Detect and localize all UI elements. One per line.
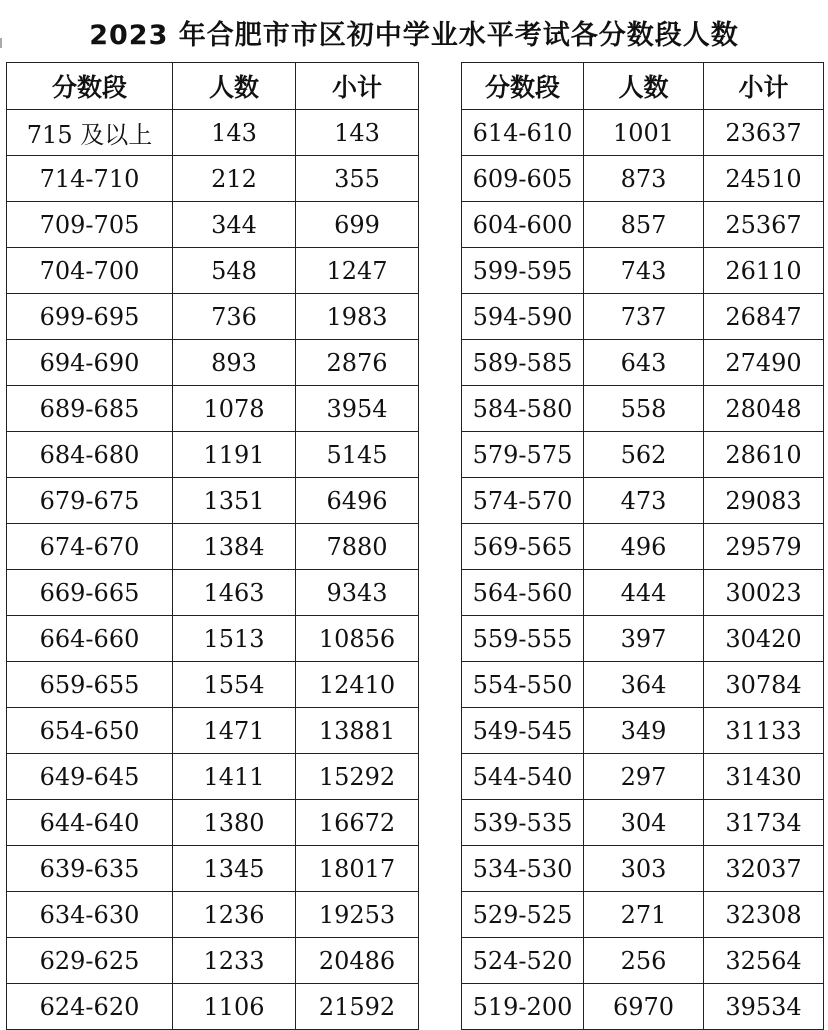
cell-range: 539-535 [462,800,584,846]
cell-subtotal: 23637 [704,110,824,156]
table-row [462,570,824,616]
cell-subtotal: 26110 [704,248,824,294]
table-row [7,524,419,570]
table-row [7,110,419,156]
cell-range: 714-710 [7,156,173,202]
page-title: 2023 年合肥市市区初中学业水平考试各分数段人数 [89,20,739,51]
cell-subtotal: 31734 [704,800,824,846]
cell-count: 1384 [173,524,296,570]
cell-count: 304 [584,800,704,846]
cell-subtotal: 1247 [296,248,419,294]
cell-subtotal: 24510 [704,156,824,202]
cell-count: 893 [173,340,296,386]
table-row [462,294,824,340]
table-row [7,156,419,202]
cell-subtotal: 5145 [296,432,419,478]
score-table-right [461,62,824,1030]
edge-mark [0,38,6,48]
cell-subtotal: 18017 [296,846,419,892]
cell-range: 574-570 [462,478,584,524]
cell-count: 558 [584,386,704,432]
cell-count: 643 [584,340,704,386]
table-row [7,754,419,800]
cell-subtotal: 32037 [704,846,824,892]
cell-range: 524-520 [462,938,584,984]
cell-count: 743 [584,248,704,294]
header-count: 人数 [584,63,704,110]
cell-count: 143 [173,110,296,156]
cell-subtotal: 27490 [704,340,824,386]
table-row [7,938,419,984]
table-row [462,938,824,984]
cell-range: 569-565 [462,524,584,570]
cell-range: 534-530 [462,846,584,892]
table-header-row [7,63,419,110]
cell-count: 1345 [173,846,296,892]
cell-range: 674-670 [7,524,173,570]
table-row [462,754,824,800]
table-row [7,708,419,754]
cell-range: 614-610 [462,110,584,156]
table-row [462,524,824,570]
cell-count: 349 [584,708,704,754]
table-row [462,846,824,892]
table-row [7,478,419,524]
cell-count: 1106 [173,984,296,1030]
cell-subtotal: 25367 [704,202,824,248]
table-row [7,432,419,478]
cell-range: 529-525 [462,892,584,938]
table-row [7,662,419,708]
cell-subtotal: 12410 [296,662,419,708]
cell-range: 669-665 [7,570,173,616]
score-table-left-body [7,110,419,1030]
cell-range: 584-580 [462,386,584,432]
header-range: 分数段 [462,63,584,110]
cell-subtotal: 28610 [704,432,824,478]
cell-count: 473 [584,478,704,524]
cell-range: 594-590 [462,294,584,340]
header-subtotal: 小计 [704,63,824,110]
cell-range: 659-655 [7,662,173,708]
cell-range: 559-555 [462,616,584,662]
cell-subtotal: 30023 [704,570,824,616]
cell-range: 554-550 [462,662,584,708]
cell-range: 644-640 [7,800,173,846]
cell-range: 684-680 [7,432,173,478]
table-row [462,386,824,432]
cell-range: 549-545 [462,708,584,754]
cell-count: 1513 [173,616,296,662]
table-header-row [462,63,824,110]
cell-subtotal: 1983 [296,294,419,340]
cell-subtotal: 10856 [296,616,419,662]
header-range: 分数段 [7,63,173,110]
cell-subtotal: 13881 [296,708,419,754]
cell-count: 256 [584,938,704,984]
header-subtotal: 小计 [296,63,419,110]
table-row [7,294,419,340]
cell-count: 212 [173,156,296,202]
cell-range: 564-560 [462,570,584,616]
cell-subtotal: 699 [296,202,419,248]
cell-subtotal: 32564 [704,938,824,984]
cell-subtotal: 3954 [296,386,419,432]
cell-count: 1411 [173,754,296,800]
cell-range: 634-630 [7,892,173,938]
cell-subtotal: 15292 [296,754,419,800]
table-row [7,984,419,1030]
cell-subtotal: 355 [296,156,419,202]
cell-count: 1351 [173,478,296,524]
cell-count: 6970 [584,984,704,1030]
cell-count: 496 [584,524,704,570]
cell-subtotal: 29579 [704,524,824,570]
cell-count: 1233 [173,938,296,984]
cell-subtotal: 39534 [704,984,824,1030]
cell-range: 715 及以上 [7,110,173,156]
cell-count: 1236 [173,892,296,938]
cell-count: 1463 [173,570,296,616]
cell-range: 679-675 [7,478,173,524]
cell-subtotal: 9343 [296,570,419,616]
table-row [462,432,824,478]
table-row [7,892,419,938]
cell-range: 544-540 [462,754,584,800]
table-row [462,340,824,386]
cell-range: 589-585 [462,340,584,386]
cell-range: 609-605 [462,156,584,202]
table-row [462,892,824,938]
cell-range: 624-620 [7,984,173,1030]
table-row [7,800,419,846]
cell-subtotal: 7880 [296,524,419,570]
table-row [462,202,824,248]
table-row [7,202,419,248]
cell-range: 654-650 [7,708,173,754]
cell-subtotal: 6496 [296,478,419,524]
cell-range: 694-690 [7,340,173,386]
cell-count: 297 [584,754,704,800]
table-row [7,386,419,432]
cell-range: 649-645 [7,754,173,800]
cell-range: 664-660 [7,616,173,662]
table-row [462,248,824,294]
table-row [7,340,419,386]
cell-subtotal: 28048 [704,386,824,432]
cell-count: 1380 [173,800,296,846]
table-row [7,846,419,892]
cell-range: 699-695 [7,294,173,340]
cell-subtotal: 31133 [704,708,824,754]
cell-range: 639-635 [7,846,173,892]
table-row [462,478,824,524]
cell-range: 629-625 [7,938,173,984]
table-row [462,708,824,754]
cell-subtotal: 31430 [704,754,824,800]
cell-subtotal: 16672 [296,800,419,846]
cell-range: 599-595 [462,248,584,294]
cell-count: 1078 [173,386,296,432]
header-count: 人数 [173,63,296,110]
cell-range: 709-705 [7,202,173,248]
cell-count: 562 [584,432,704,478]
cell-count: 548 [173,248,296,294]
table-row [462,110,824,156]
cell-subtotal: 32308 [704,892,824,938]
cell-count: 857 [584,202,704,248]
cell-count: 444 [584,570,704,616]
cell-range: 579-575 [462,432,584,478]
cell-subtotal: 29083 [704,478,824,524]
cell-subtotal: 19253 [296,892,419,938]
cell-count: 1001 [584,110,704,156]
cell-subtotal: 143 [296,110,419,156]
table-row [462,616,824,662]
cell-subtotal: 30784 [704,662,824,708]
cell-subtotal: 20486 [296,938,419,984]
cell-range: 704-700 [7,248,173,294]
cell-count: 397 [584,616,704,662]
table-row [462,800,824,846]
cell-subtotal: 30420 [704,616,824,662]
cell-count: 303 [584,846,704,892]
cell-range: 604-600 [462,202,584,248]
cell-count: 736 [173,294,296,340]
table-row [462,984,824,1030]
cell-count: 1191 [173,432,296,478]
table-row [7,248,419,294]
table-row [462,156,824,202]
cell-count: 1471 [173,708,296,754]
table-row [7,570,419,616]
cell-count: 737 [584,294,704,340]
cell-range: 519-200 [462,984,584,1030]
score-table-left [6,62,419,1030]
table-row [462,662,824,708]
cell-subtotal: 26847 [704,294,824,340]
cell-count: 364 [584,662,704,708]
cell-subtotal: 21592 [296,984,419,1030]
cell-count: 1554 [173,662,296,708]
score-table-right-body [462,110,824,1030]
table-row [7,616,419,662]
cell-count: 344 [173,202,296,248]
cell-subtotal: 2876 [296,340,419,386]
cell-range: 689-685 [7,386,173,432]
cell-count: 873 [584,156,704,202]
cell-count: 271 [584,892,704,938]
